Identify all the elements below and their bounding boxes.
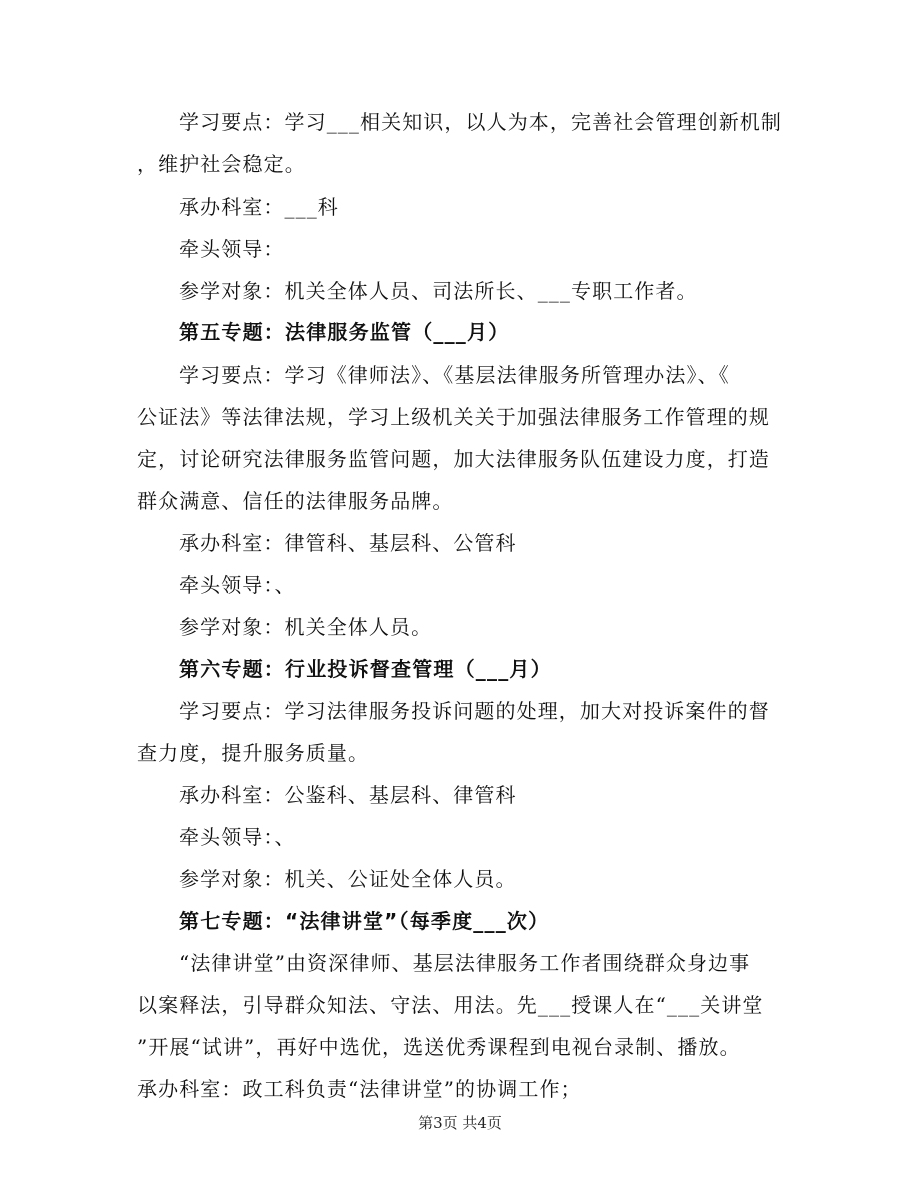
- study-points-5-line-3: 定，讨论研究法律服务监管问题，加大法律服务队伍建设力度，打造: [137, 447, 770, 471]
- study-points-5-line-1: 学习要点：学习《律师法》、《基层法律服务所管理办法》、《: [179, 363, 730, 387]
- topic-7-body-line-1: “法律讲堂”由资深律师、基层法律服务工作者围绕群众身边事: [179, 951, 751, 975]
- study-points-5-line-2: 公证法》等法律法规，学习上级机关关于加强法律服务工作管理的规: [137, 405, 770, 429]
- topic-5-heading: 第五专题：法律服务监管（___月）: [179, 320, 510, 344]
- study-points-4-line-2: ，维护社会稳定。: [137, 152, 306, 176]
- participants-4: 参学对象：机关全体人员、司法所长、___专职工作者。: [179, 279, 698, 303]
- topic-6-heading: 第六专题：行业投诉督查管理（___月）: [179, 657, 552, 681]
- study-points-6-line-1: 学习要点：学习法律服务投诉问题的处理，加大对投诉案件的督: [179, 699, 770, 723]
- host-department-6: 承办科室：公鉴科、基层科、律管科: [179, 783, 517, 807]
- topic-7-body-line-3: ”开展“试讲”，再好中选优，选送优秀课程到电视台录制、播放。: [137, 1035, 741, 1059]
- page-footer: 第3页 共4页: [418, 1114, 502, 1132]
- participants-6: 参学对象：机关、公证处全体人员。: [179, 867, 517, 891]
- lead-leader-5: 牵头领导：、: [179, 573, 296, 597]
- topic-7-body-line-2: 以案释法，引导群众知法、守法、用法。先___授课人在“___关讲堂: [137, 993, 764, 1017]
- host-department-4: 承办科室：___科: [179, 195, 339, 219]
- lead-leader-4: 牵头领导：: [179, 237, 285, 261]
- host-department-7: 承办科室：政工科负责“法律讲堂”的协调工作；: [137, 1077, 582, 1101]
- host-department-5: 承办科室：律管科、基层科、公管科: [179, 531, 517, 555]
- lead-leader-6: 牵头领导：、: [179, 825, 296, 849]
- study-points-4-line-1: 学习要点：学习___相关知识，以人为本，完善社会管理创新机制: [179, 110, 782, 134]
- participants-5: 参学对象：机关全体人员。: [179, 615, 433, 639]
- topic-7-heading: 第七专题：“法律讲堂”（每季度___次）: [179, 909, 550, 933]
- study-points-5-line-4: 群众满意、信任的法律服务品牌。: [137, 489, 454, 513]
- study-points-6-line-2: 查力度，提升服务质量。: [137, 741, 370, 765]
